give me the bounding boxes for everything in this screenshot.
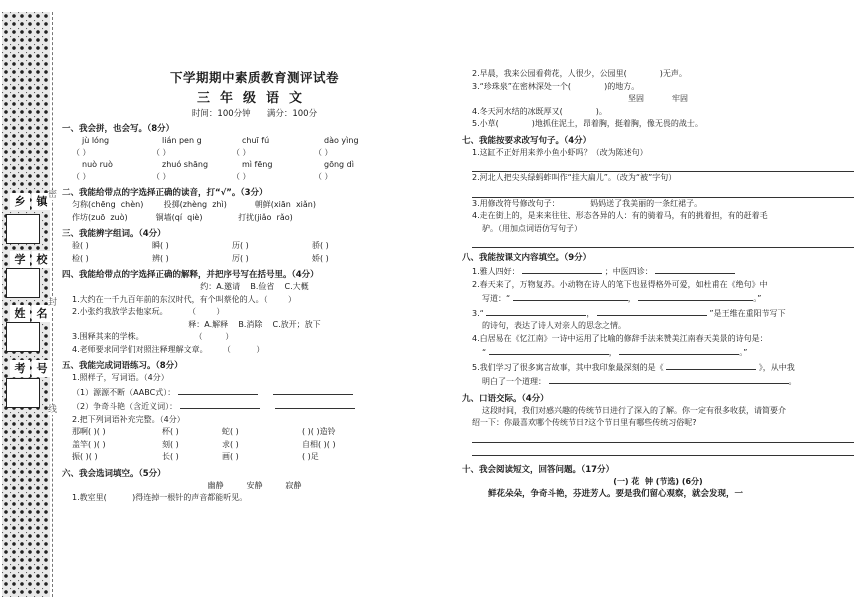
question-8-3: 3.“ ， ”是王维在重阳节写下 bbox=[462, 306, 854, 321]
exam-time-info: 时间：100分钟 满分：100分 bbox=[191, 109, 318, 119]
binding-label-school: 学 bbox=[10, 251, 30, 268]
example-line-2 bbox=[62, 399, 447, 414]
question-6-4[interactable]: 4.冬天河水结的冰既厚又( )。 bbox=[472, 106, 607, 116]
answer-underline[interactable] bbox=[513, 291, 628, 301]
word-choices-1: 幽静 安静 寂静 bbox=[207, 480, 302, 490]
idiom-blank[interactable]: 自相( )( ) bbox=[302, 439, 336, 449]
answer-blank[interactable]: （ ） bbox=[152, 172, 171, 181]
word-blank[interactable]: 娇( ) bbox=[312, 253, 329, 263]
word-blank[interactable]: 瞬( ) bbox=[152, 241, 169, 250]
answer-underline[interactable] bbox=[597, 306, 707, 316]
idiom-blank[interactable]: 振( )( ) bbox=[72, 452, 98, 461]
question-8-5c: 明白了一个道理： 。 bbox=[462, 374, 854, 389]
sub-question-5-2: 2.把下列词语补充完整。（4分） bbox=[72, 414, 185, 424]
cut-mark-line: 线 bbox=[48, 405, 58, 415]
binding-label-number: 号 bbox=[32, 360, 52, 377]
question-8-2a: 2.春天来了，万物复苏。小动物在诗人的笔下也显得格外可爱，如杜甫在《绝句》中 bbox=[472, 279, 768, 289]
question-8-3c: 的诗句，表达了诗人对亲人的思念之情。 bbox=[482, 321, 626, 330]
word-blank[interactable]: 骄( ) bbox=[312, 241, 329, 250]
binding-label-name2: 名 bbox=[32, 305, 52, 322]
section-7-heading: 七、我能按要求改写句子。（4分） bbox=[462, 135, 592, 146]
question-text: 3.“ bbox=[472, 308, 484, 318]
idiom-blank[interactable]: ( )足 bbox=[302, 452, 319, 461]
question-8-1 bbox=[462, 264, 854, 279]
question-text: 5.我们学习了很多寓言故事，其中我印象最深刻的是《 bbox=[472, 362, 664, 372]
section-6-heading: 六、我会选词填空。（5分） bbox=[62, 468, 166, 479]
word-blank[interactable]: 厉( ) bbox=[232, 253, 249, 263]
exam-number-input-box[interactable] bbox=[6, 378, 40, 408]
binding-label-exam: 考 bbox=[10, 360, 30, 377]
question-text: 写道：“ bbox=[482, 294, 511, 303]
cut-mark-seal: 密 bbox=[48, 190, 58, 200]
section-10-heading: 十、我会阅读短文，回答问题。（17分） bbox=[462, 464, 615, 475]
answer-blank[interactable]: （ ） bbox=[72, 172, 91, 181]
question-4-3[interactable]: 3.围释其来的学株。 （ ） bbox=[72, 332, 234, 341]
idiom-blank[interactable]: ( )( )造铃 bbox=[302, 427, 336, 436]
idiom-row-1 bbox=[62, 426, 447, 439]
question-8-4a: 4.白居易在《忆江南》一诗中运用了比喻的修辞手法来赞美江南春天美景的诗句是： bbox=[472, 333, 768, 343]
answer-line[interactable] bbox=[472, 185, 854, 198]
idiom-blank[interactable]: 刻( ) bbox=[162, 439, 179, 449]
idiom-row-3 bbox=[62, 451, 447, 464]
question-7-4b: 驴。（用加点词语仿写句子） bbox=[482, 223, 582, 233]
question-7-3: 3.用修改符号修改句子： 妈妈送了我美丽的一条红裙子。 bbox=[472, 198, 703, 208]
answer-line[interactable] bbox=[472, 159, 854, 172]
idiom-blank[interactable]: 画( ) bbox=[222, 452, 239, 461]
example-label: （1）源源不断（AABC式）： bbox=[72, 387, 176, 397]
idiom-blank[interactable]: 盖竿( )( ) bbox=[72, 439, 106, 449]
question-6-2[interactable]: 2.早晨，我来公园看荷花，人很少，公园里( )无声。 bbox=[472, 69, 687, 78]
exam-subtitle: 三年级语文 bbox=[196, 91, 312, 106]
reading-passage: 鲜花朵朵，争奇斗艳，芬进芳人。要是我们留心观察，就会发现，一 bbox=[488, 489, 744, 499]
word-blank[interactable]: 历( ) bbox=[232, 241, 249, 250]
question-text: 》，从中我 bbox=[758, 362, 795, 372]
pinyin-row-2 bbox=[62, 159, 447, 171]
pinyin-row-1 bbox=[62, 135, 447, 147]
word-row-2 bbox=[62, 253, 447, 266]
question-7-2: 2.河北人把尖头绿蚂蚱叫作“挂大扁儿”。（改为“被”字句） bbox=[472, 173, 677, 182]
right-column bbox=[462, 68, 854, 501]
binding-label-town: 镇 bbox=[32, 193, 52, 210]
answer-blank[interactable]: （ ） bbox=[232, 148, 251, 157]
sub-question-5-1: 1.照样子，写词语。（4分） bbox=[72, 373, 169, 382]
left-column bbox=[62, 0, 447, 505]
binding-label-name: 姓 bbox=[10, 305, 30, 322]
word-blank[interactable]: 辨( ) bbox=[152, 253, 169, 263]
answer-underline[interactable] bbox=[275, 399, 355, 409]
meaning-options-1: 约：A.邀请 B.俭省 C.大概 bbox=[200, 282, 309, 291]
idiom-blank[interactable]: 杯( ) bbox=[162, 427, 179, 436]
name-input-box[interactable] bbox=[6, 322, 40, 352]
answer-blank[interactable]: （ ） bbox=[152, 148, 171, 157]
exam-title: 下学期期中素质教育测评试卷 bbox=[169, 70, 339, 85]
idiom-blank[interactable]: 那啊( )( ) bbox=[72, 427, 106, 436]
pinyin-item: lián pen g bbox=[162, 136, 202, 145]
idiom-blank[interactable]: 求( ) bbox=[222, 439, 239, 449]
question-8-2b: 写道：“ ， 。” bbox=[462, 291, 854, 306]
answer-line[interactable] bbox=[472, 443, 854, 456]
answer-underline[interactable] bbox=[489, 345, 609, 355]
word-blank[interactable]: 检( ) bbox=[72, 253, 89, 263]
answer-blank[interactable]: （ ） bbox=[72, 148, 91, 157]
pinyin-item: nuò ruò bbox=[82, 160, 113, 169]
pinyin-item: mì fēng bbox=[242, 160, 273, 169]
binding-label-township: 乡 bbox=[10, 193, 30, 210]
pinyin-item: jù lóng bbox=[82, 136, 110, 145]
idiom-blank[interactable]: 长( ) bbox=[162, 452, 179, 461]
answer-underline[interactable] bbox=[273, 385, 353, 395]
question-text: 1.雅人四好： bbox=[472, 267, 520, 276]
pinyin-item: chuī fú bbox=[242, 136, 270, 145]
reading-subtitle: (一) 花 钟 (节选) (6分) bbox=[613, 476, 703, 486]
school-input-box[interactable] bbox=[6, 268, 40, 298]
section-9-heading: 九、口语交际。（4分） bbox=[462, 393, 549, 404]
question-8-4b: “ ， 。” bbox=[462, 345, 854, 360]
oral-prompt-1: 这段时间，我们对感兴趣的传统节日进行了深入的了解。你一定有很多收获，请简要介 bbox=[482, 405, 786, 415]
section-1-heading: 一、我会拼，也会写。（8分） bbox=[62, 124, 175, 134]
binding-label-school2: 校 bbox=[32, 251, 52, 268]
word-row-1 bbox=[62, 240, 447, 253]
section-2-heading: 二、我能给带点的字选择正确的读音，打“√”。（3分） bbox=[62, 188, 268, 198]
question-8-5a bbox=[462, 360, 854, 375]
pinyin-item: zhuó shāng bbox=[162, 160, 209, 169]
example-label: （2）争奇斗艳（含近义词）： bbox=[72, 402, 178, 411]
question-4-4[interactable]: 4.老师要求同学们对照注释理解文章。 （ ） bbox=[72, 344, 265, 354]
idiom-blank[interactable]: 蛇( ) bbox=[222, 427, 239, 436]
answer-blank[interactable]: （ ） bbox=[314, 172, 333, 181]
section-5-heading: 五、我能完成词语练习。（8分） bbox=[62, 361, 183, 371]
question-6-5[interactable]: 5.小草( )地抓住泥土，昂着胸，挺着胸，像无畏的战士。 bbox=[472, 119, 703, 128]
word-blank[interactable]: 验( ) bbox=[72, 241, 89, 250]
question-6-3[interactable]: 3.“珍珠泉”在密林深处一个( )的地方。 bbox=[472, 81, 640, 91]
question-4-2[interactable]: 2.小张约我放学去他家玩。 （ ） bbox=[72, 307, 225, 316]
cut-mark-close: 封 bbox=[48, 298, 58, 308]
question-7-1: 1.这缸不正好用来养小鱼小虾吗？（改为陈述句） bbox=[472, 147, 648, 157]
answer-underline[interactable] bbox=[655, 264, 735, 274]
answer-underline[interactable] bbox=[638, 291, 753, 301]
answer-blank[interactable]: （ ） bbox=[232, 172, 251, 181]
oral-prompt-2: 绍一下：你最喜欢哪个传统节日?这个节日里有哪些传统习俗呢? bbox=[472, 418, 697, 427]
example-line-1 bbox=[62, 385, 447, 400]
section-3-heading: 三、我能辨字组词。（4分） bbox=[62, 229, 166, 239]
word-choices-2: 坚固 牢固 bbox=[628, 94, 688, 103]
section-4-heading: 四、我能给带点的字选择正确的解释，并把序号写在括号里。（4分） bbox=[62, 270, 319, 280]
pronunciation-line-2[interactable]: 作坊(zuō zuò) 铜墙(qí qiè) 打扰(jiǎo rǎo) bbox=[72, 212, 293, 222]
pinyin-item: dào yìng bbox=[324, 136, 359, 145]
answer-line[interactable] bbox=[472, 235, 854, 248]
question-6-1[interactable]: 1.教室里( )得连掉一根针的声音都能听见。 bbox=[72, 493, 248, 502]
answer-underline[interactable] bbox=[619, 345, 739, 355]
answer-underline[interactable] bbox=[180, 399, 260, 409]
township-input-box[interactable] bbox=[6, 214, 40, 244]
answer-blank[interactable]: （ ） bbox=[314, 148, 333, 157]
answer-underline[interactable] bbox=[178, 385, 258, 395]
question-text: 明白了一个道理： bbox=[482, 377, 546, 386]
answer-underline[interactable] bbox=[549, 374, 789, 384]
idiom-row-2 bbox=[62, 439, 447, 452]
answer-underline[interactable] bbox=[486, 306, 586, 316]
meaning-options-2: 释：A.解释 B.消除 C.放开；放下 bbox=[188, 319, 321, 329]
answer-underline[interactable] bbox=[522, 264, 602, 274]
pronunciation-line-1[interactable]: 匀称(chēng chèn) 投掷(zhèng zhì) 朝鲜(xiān xiǎn) bbox=[72, 200, 316, 209]
question-text: “ bbox=[482, 348, 487, 357]
pinyin-item: gōng dì bbox=[324, 160, 354, 169]
question-text: ；中医四诊： bbox=[604, 267, 653, 276]
question-text: ”是王维在重阳节写下 bbox=[709, 308, 786, 318]
blank-row-2 bbox=[62, 171, 447, 183]
section-8-heading: 八、我能按课文内容填空。（9分） bbox=[462, 253, 592, 263]
blank-row-1 bbox=[62, 147, 447, 159]
question-7-4a: 4.走在街上的，是来来往往、形态各异的人：有的骑着马，有的挑着担，有的赶着毛 bbox=[472, 211, 768, 220]
answer-underline[interactable] bbox=[666, 360, 756, 370]
question-4-1[interactable]: 1.大约在一千九百年前的东汉时代，有个叫蔡伦的人。（ ） bbox=[72, 294, 296, 304]
answer-line[interactable] bbox=[472, 430, 854, 443]
